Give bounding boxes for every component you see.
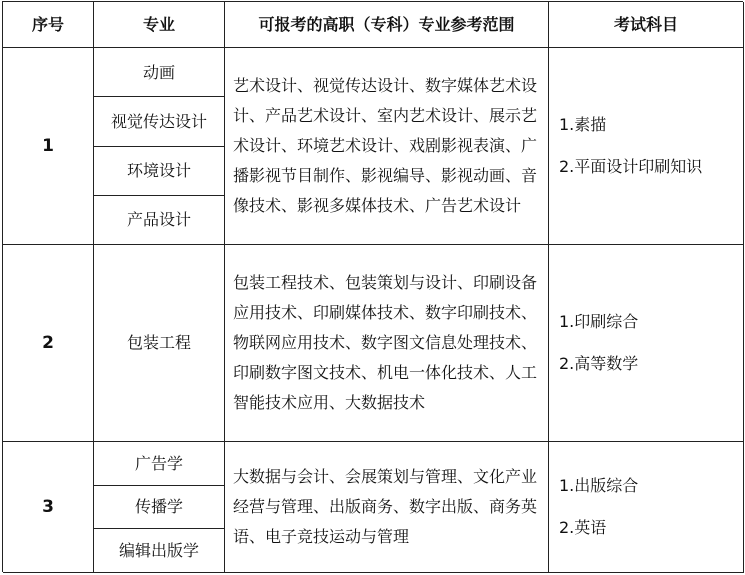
header-subjects: 考试科目 xyxy=(549,2,744,48)
row-2-subject-1: 1.印刷综合 xyxy=(559,312,639,331)
header-seq: 序号 xyxy=(3,2,94,48)
row-2-seq: 2 xyxy=(3,245,94,442)
row-1-major-2: 视觉传达设计 xyxy=(94,97,224,146)
row-3-subject-2: 2.英语 xyxy=(559,518,607,537)
row-3-subjects xyxy=(549,442,744,573)
row-3-scope xyxy=(225,442,549,573)
row-2-subjects xyxy=(549,245,744,442)
row-3-major-1: 广告学 xyxy=(94,442,224,486)
row-1-subject-2: 2.平面设计印刷知识 xyxy=(559,157,703,176)
row-3-major-2: 传播学 xyxy=(94,486,224,530)
row-3-subject-1: 1.出版综合 xyxy=(559,476,639,495)
row-2-subject-2: 2.高等数学 xyxy=(559,354,639,373)
row-2-major-1: 包装工程 xyxy=(94,245,225,442)
row-1-scope-text: 艺术设计、视觉传达设计、数字媒体艺术设计、产品艺术设计、室内艺术设计、展示艺术设计、环境艺术设计、戏剧影视表演、广播影视节目制作、影视编导、影视动画、音像技术、影视多媒体技术、广告艺术设计 xyxy=(233,76,538,215)
row-3-major-3: 编辑出版学 xyxy=(118,541,199,561)
row-1-majors xyxy=(94,48,225,245)
row-1-subject-1: 1.素描 xyxy=(559,115,607,134)
header-scope: 可报考的高职（专科）专业参考范围 xyxy=(225,2,549,48)
row-1-scope xyxy=(225,48,549,245)
row-1-seq: 1 xyxy=(3,48,94,245)
majors-table xyxy=(2,1,743,572)
row-3-scope-text: 大数据与会计、会展策划与管理、文化产业经营与管理、出版商务、数字出版、商务英语、电子竞技运动与管理 xyxy=(233,467,538,546)
row-1-subjects xyxy=(549,48,744,245)
row-2-scope xyxy=(225,245,549,442)
row-1-major-4: 产品设计 xyxy=(126,210,191,230)
row-2-scope-text: 包装工程技术、包装策划与设计、印刷设备应用技术、印刷媒体技术、数字印刷技术、物联网应用技术、数字图文信息处理技术、印刷数字图文技术、机电一体化技术、人工智能技术应用、大数据技术 xyxy=(233,273,538,412)
row-1-major-1: 动画 xyxy=(94,48,224,97)
row-3-seq: 3 xyxy=(3,442,94,573)
row-3-majors xyxy=(94,442,225,573)
row-1-major-3: 环境设计 xyxy=(94,147,224,196)
header-major: 专业 xyxy=(94,2,225,48)
